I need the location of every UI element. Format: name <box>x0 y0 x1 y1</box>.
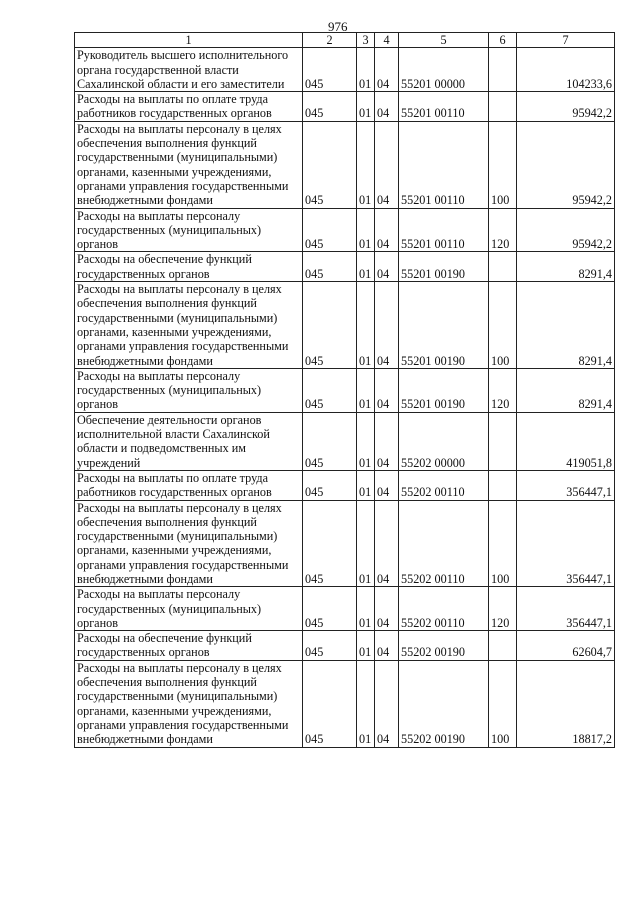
section-code: 01 <box>357 92 375 122</box>
target-article-code: 55201 00110 <box>399 92 489 122</box>
section-code: 01 <box>357 208 375 252</box>
column-number-4: 4 <box>375 33 399 48</box>
amount-value: 95942,2 <box>517 208 615 252</box>
amount-value: 18817,2 <box>517 660 615 747</box>
expense-item-name: Расходы на выплаты персоналу в целях обеспечения выполнения функций государственными (муниципальными) органами, казенными учреждениями, органами управления государственными внебюджетными фондами <box>75 121 303 208</box>
subsection-code: 04 <box>375 368 399 412</box>
column-number-1: 1 <box>75 33 303 48</box>
section-code: 01 <box>357 470 375 500</box>
amount-value: 104233,6 <box>517 48 615 92</box>
amount-value: 8291,4 <box>517 368 615 412</box>
section-code: 01 <box>357 631 375 661</box>
expense-item-name: Руководитель высшего исполнительного органа государственной власти Сахалинской области и его заместители <box>75 48 303 92</box>
admin-code: 045 <box>303 631 357 661</box>
expense-type-code <box>489 470 517 500</box>
table-row <box>75 500 615 587</box>
section-code: 01 <box>357 660 375 747</box>
expense-item-name: Обеспечение деятельности органов исполнительной власти Сахалинской области и подведомственных им учреждений <box>75 412 303 470</box>
subsection-code: 04 <box>375 92 399 122</box>
amount-value: 8291,4 <box>517 282 615 369</box>
subsection-code: 04 <box>375 48 399 92</box>
section-code: 01 <box>357 121 375 208</box>
target-article-code: 55202 00190 <box>399 660 489 747</box>
admin-code: 045 <box>303 660 357 747</box>
column-number-3: 3 <box>357 33 375 48</box>
expense-item-name: Расходы на выплаты персоналу в целях обеспечения выполнения функций государственными (муниципальными) органами, казенными учреждениями, органами управления государственными внебюджетными фондами <box>75 500 303 587</box>
admin-code: 045 <box>303 208 357 252</box>
amount-value: 95942,2 <box>517 121 615 208</box>
admin-code: 045 <box>303 92 357 122</box>
expense-type-code <box>489 252 517 282</box>
target-article-code: 55202 00110 <box>399 500 489 587</box>
target-article-code: 55201 00110 <box>399 208 489 252</box>
expense-type-code <box>489 92 517 122</box>
expense-item-name: Расходы на выплаты персоналу в целях обеспечения выполнения функций государственными (муниципальными) органами, казенными учреждениями, органами управления государственными внебюджетными фондами <box>75 660 303 747</box>
expense-type-code: 100 <box>489 282 517 369</box>
expense-item-name: Расходы на обеспечение функций государственных органов <box>75 252 303 282</box>
table-row <box>75 121 615 208</box>
section-code: 01 <box>357 252 375 282</box>
admin-code: 045 <box>303 48 357 92</box>
admin-code: 045 <box>303 252 357 282</box>
column-number-header-row <box>75 33 615 48</box>
subsection-code: 04 <box>375 470 399 500</box>
target-article-code: 55202 00000 <box>399 412 489 470</box>
table-row <box>75 92 615 122</box>
expense-item-name: Расходы на выплаты персоналу государственных (муниципальных) органов <box>75 368 303 412</box>
expense-type-code: 100 <box>489 121 517 208</box>
target-article-code: 55201 00190 <box>399 282 489 369</box>
column-number-2: 2 <box>303 33 357 48</box>
table-row <box>75 368 615 412</box>
expense-item-name: Расходы на выплаты по оплате труда работников государственных органов <box>75 470 303 500</box>
expense-type-code <box>489 48 517 92</box>
table-row <box>75 470 615 500</box>
table-row <box>75 412 615 470</box>
column-number-5: 5 <box>399 33 489 48</box>
target-article-code: 55201 00110 <box>399 121 489 208</box>
subsection-code: 04 <box>375 208 399 252</box>
admin-code: 045 <box>303 368 357 412</box>
amount-value: 62604,7 <box>517 631 615 661</box>
table-row <box>75 208 615 252</box>
subsection-code: 04 <box>375 282 399 369</box>
expense-type-code: 120 <box>489 208 517 252</box>
table-row <box>75 660 615 747</box>
expense-item-name: Расходы на обеспечение функций государственных органов <box>75 631 303 661</box>
subsection-code: 04 <box>375 500 399 587</box>
expense-item-name: Расходы на выплаты по оплате труда работников государственных органов <box>75 92 303 122</box>
expense-type-code: 120 <box>489 587 517 631</box>
admin-code: 045 <box>303 121 357 208</box>
expense-type-code: 100 <box>489 660 517 747</box>
target-article-code: 55202 00110 <box>399 587 489 631</box>
amount-value: 356447,1 <box>517 587 615 631</box>
section-code: 01 <box>357 587 375 631</box>
section-code: 01 <box>357 368 375 412</box>
target-article-code: 55202 00190 <box>399 631 489 661</box>
section-code: 01 <box>357 500 375 587</box>
page-number: 976 <box>328 19 348 34</box>
budget-table <box>74 32 615 748</box>
column-number-7: 7 <box>517 33 615 48</box>
amount-value: 419051,8 <box>517 412 615 470</box>
target-article-code: 55201 00190 <box>399 368 489 412</box>
admin-code: 045 <box>303 500 357 587</box>
subsection-code: 04 <box>375 412 399 470</box>
expense-type-code: 120 <box>489 368 517 412</box>
expense-type-code <box>489 631 517 661</box>
subsection-code: 04 <box>375 587 399 631</box>
table-row <box>75 282 615 369</box>
admin-code: 045 <box>303 587 357 631</box>
target-article-code: 55201 00000 <box>399 48 489 92</box>
table-row <box>75 252 615 282</box>
subsection-code: 04 <box>375 631 399 661</box>
expense-item-name: Расходы на выплаты персоналу государственных (муниципальных) органов <box>75 587 303 631</box>
admin-code: 045 <box>303 412 357 470</box>
table-row <box>75 631 615 661</box>
admin-code: 045 <box>303 470 357 500</box>
expense-item-name: Расходы на выплаты персоналу государственных (муниципальных) органов <box>75 208 303 252</box>
table-row <box>75 587 615 631</box>
amount-value: 8291,4 <box>517 252 615 282</box>
expense-item-name: Расходы на выплаты персоналу в целях обеспечения выполнения функций государственными (муниципальными) органами, казенными учреждениями, органами управления государственными внебюджетными фондами <box>75 282 303 369</box>
amount-value: 356447,1 <box>517 470 615 500</box>
column-number-6: 6 <box>489 33 517 48</box>
amount-value: 95942,2 <box>517 92 615 122</box>
subsection-code: 04 <box>375 252 399 282</box>
section-code: 01 <box>357 412 375 470</box>
subsection-code: 04 <box>375 121 399 208</box>
amount-value: 356447,1 <box>517 500 615 587</box>
subsection-code: 04 <box>375 660 399 747</box>
expense-type-code: 100 <box>489 500 517 587</box>
expense-type-code <box>489 412 517 470</box>
section-code: 01 <box>357 48 375 92</box>
section-code: 01 <box>357 282 375 369</box>
table-row <box>75 48 615 92</box>
admin-code: 045 <box>303 282 357 369</box>
target-article-code: 55202 00110 <box>399 470 489 500</box>
target-article-code: 55201 00190 <box>399 252 489 282</box>
